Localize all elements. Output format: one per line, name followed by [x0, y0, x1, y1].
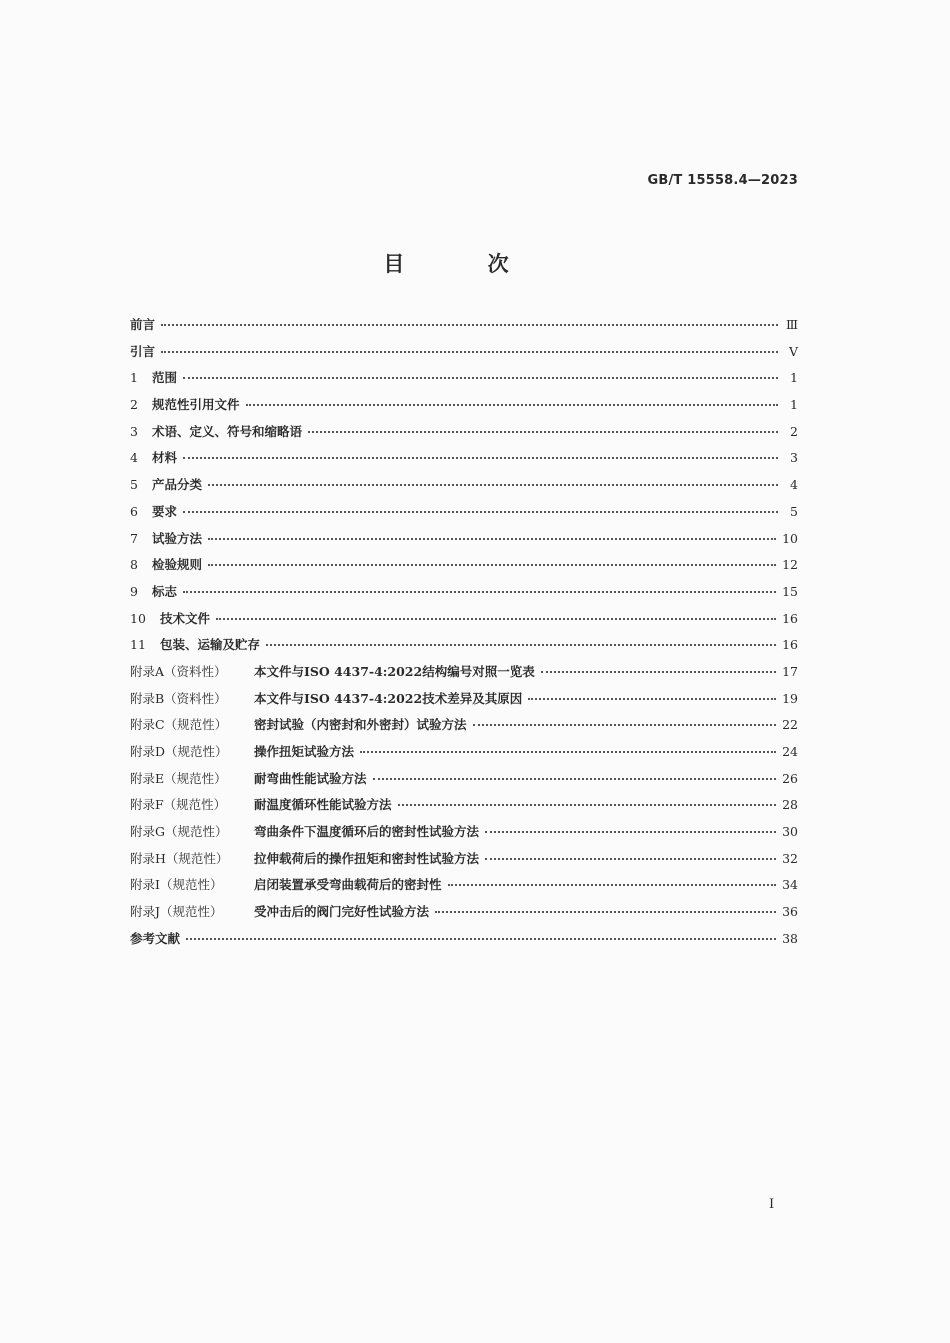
toc-entry-number: 8 [130, 557, 138, 573]
toc-entry-title: 包装、运输及贮存 [160, 637, 261, 653]
toc-entry-number: 5 [130, 477, 138, 493]
toc-entry[interactable] [130, 475, 798, 502]
page-number: Ⅰ [769, 1197, 775, 1212]
toc-title: 目 次 [383, 252, 547, 276]
toc-entry-label [130, 795, 392, 813]
standard-code: GB/T 15558.4—2023 [647, 173, 798, 188]
dot-leader [398, 803, 777, 806]
toc-entry-page: 10 [782, 530, 798, 546]
dot-leader [208, 563, 776, 566]
toc-entry[interactable] [130, 849, 798, 876]
toc-entry-label [130, 662, 535, 680]
dot-leader [216, 617, 776, 620]
toc-entry-title: 本文件与ISO 4437-4:2022结构编号对照一览表 [254, 663, 535, 679]
toc-entry-label [130, 689, 522, 707]
toc-entry-title: 试验方法 [152, 530, 203, 546]
toc-entry-title: 密封试验（内密封和外密封）试验方法 [254, 717, 467, 733]
toc-entry-page: 3 [790, 450, 798, 466]
toc-entry[interactable] [130, 929, 798, 956]
dot-leader [208, 483, 778, 486]
toc-entry-title: 操作扭矩试验方法 [254, 744, 355, 759]
toc-entry-label [130, 635, 260, 653]
toc-entry-number: 附录A（资料性） [130, 663, 227, 679]
toc-entry-label [130, 849, 479, 867]
toc-entry[interactable] [130, 395, 798, 422]
toc-entry[interactable] [130, 822, 798, 849]
toc-entry-label [130, 715, 467, 733]
toc-entry[interactable] [130, 368, 798, 395]
toc-entry-label [130, 929, 180, 947]
dot-leader [541, 670, 776, 673]
dot-leader [183, 456, 778, 459]
dot-leader [208, 537, 776, 540]
toc-entry-title: 材料 [152, 450, 178, 466]
toc-entry-label [130, 742, 354, 760]
toc-entry-title: 引言 [130, 343, 156, 359]
toc-entry[interactable] [130, 609, 798, 636]
toc-entry-label [130, 342, 155, 360]
toc-entry-page: 30 [782, 824, 798, 840]
toc-entry-title: 检验规则 [152, 557, 203, 573]
toc-entry-page: 24 [782, 744, 798, 759]
toc-entry-page: 36 [782, 904, 798, 920]
toc-entry-number: 9 [130, 583, 138, 599]
toc-entry-label [130, 368, 177, 386]
dot-leader [183, 590, 776, 593]
dot-leader [473, 723, 777, 726]
toc-entry-label [130, 609, 210, 627]
toc-entry-label [130, 502, 177, 520]
toc-entry-page: 22 [782, 717, 798, 733]
toc-entry[interactable] [130, 342, 798, 369]
toc-entry-page: 28 [782, 797, 798, 813]
toc-entry-label [130, 875, 442, 893]
toc-entry[interactable] [130, 422, 798, 449]
toc-entry-title: 受冲击后的阀门完好性试验方法 [254, 904, 430, 920]
toc-entry-title: 技术文件 [160, 610, 211, 626]
dot-leader [360, 750, 776, 753]
toc-entry-page: 17 [782, 663, 798, 679]
dot-leader [485, 857, 776, 860]
toc-entry[interactable] [130, 689, 798, 716]
toc-entry-page: 16 [782, 637, 798, 653]
toc-entry[interactable] [130, 715, 798, 742]
toc-entry-page: Ⅲ [785, 317, 798, 332]
toc-entry-number: 11 [130, 637, 146, 653]
toc-entry-number: 1 [130, 370, 138, 386]
toc-entry-label [130, 448, 177, 466]
toc-entry-page: 34 [782, 877, 798, 893]
dot-leader [183, 376, 778, 379]
toc-entry-label [130, 822, 479, 840]
dot-leader [485, 830, 776, 833]
toc-entry[interactable] [130, 315, 798, 342]
dot-leader [308, 430, 778, 433]
toc-entry-page: 19 [782, 690, 798, 706]
toc-entry[interactable] [130, 448, 798, 475]
toc-entry-page: 1 [790, 370, 798, 386]
toc-entry[interactable] [130, 555, 798, 582]
toc-entry-number: 附录D（规范性） [130, 744, 228, 759]
toc-entry[interactable] [130, 635, 798, 662]
toc-entry-number: 附录F（规范性） [130, 797, 227, 813]
toc-entry-number: 附录J（规范性） [130, 904, 223, 920]
toc-entry-page: Ⅴ [788, 343, 798, 359]
toc-entry-number: 附录I（规范性） [130, 877, 223, 893]
toc-entry[interactable] [130, 662, 798, 689]
toc-entry-title: 参考文献 [130, 930, 181, 946]
dot-leader [528, 697, 776, 700]
toc-entry-label [130, 422, 302, 440]
toc-entry-page: 1 [790, 397, 798, 413]
toc-entry-number: 2 [130, 397, 138, 413]
toc-entry-title: 前言 [130, 317, 156, 332]
dot-leader [161, 323, 778, 326]
toc-entry[interactable] [130, 529, 798, 556]
toc-entry-label [130, 475, 202, 493]
toc-entry-label [130, 395, 240, 413]
toc-entry-page: 5 [790, 503, 798, 519]
toc-entry-page: 16 [782, 610, 798, 626]
toc-entry-number: 10 [130, 610, 146, 626]
toc-entry[interactable] [130, 582, 798, 609]
toc-entry-number: 7 [130, 530, 138, 546]
dot-leader [186, 937, 776, 940]
dot-leader [373, 777, 777, 780]
dot-leader [161, 350, 778, 353]
toc-entry-title: 耐弯曲性能试验方法 [254, 770, 367, 786]
dot-leader [435, 910, 776, 913]
dot-leader [448, 883, 777, 886]
toc-entry-title: 拉伸载荷后的操作扭矩和密封性试验方法 [254, 850, 480, 866]
toc-entry-page: 15 [782, 583, 798, 599]
toc-entry-label [130, 315, 155, 333]
toc-entry-page: 4 [790, 477, 798, 493]
toc-entry[interactable] [130, 742, 798, 769]
toc-entry-title: 启闭装置承受弯曲载荷后的密封性 [254, 877, 442, 893]
toc-entry-number: 附录H（规范性） [130, 850, 229, 866]
toc-entry-page: 12 [782, 557, 798, 573]
toc-entry-page: 2 [790, 423, 798, 439]
table-of-contents [130, 315, 798, 956]
toc-entry-number: 3 [130, 423, 138, 439]
toc-entry-title: 本文件与ISO 4437-4:2022技术差异及其原因 [254, 690, 523, 706]
toc-entry-title: 规范性引用文件 [152, 397, 240, 413]
toc-entry-label [130, 555, 202, 573]
toc-entry[interactable] [130, 769, 798, 796]
toc-entry[interactable] [130, 875, 798, 902]
toc-entry-label [130, 769, 367, 787]
toc-entry-title: 标志 [152, 583, 178, 599]
dot-leader [246, 403, 778, 406]
toc-entry-number: 6 [130, 503, 138, 519]
toc-entry-number: 4 [130, 450, 138, 466]
toc-entry-title: 要求 [152, 503, 178, 519]
dot-leader [183, 510, 778, 513]
toc-entry-title: 范围 [152, 370, 178, 386]
toc-entry-title: 弯曲条件下温度循环后的密封性试验方法 [254, 824, 480, 840]
toc-entry-page: 26 [782, 770, 798, 786]
dot-leader [266, 643, 776, 646]
toc-entry-page: 32 [782, 850, 798, 866]
toc-entry-title: 耐温度循环性能试验方法 [254, 797, 392, 813]
toc-entry-number: 附录C（规范性） [130, 717, 228, 733]
toc-entry[interactable] [130, 795, 798, 822]
toc-entry-number: 附录E（规范性） [130, 770, 227, 786]
toc-entry[interactable] [130, 502, 798, 529]
toc-entry-label [130, 902, 429, 920]
toc-entry-page: 38 [782, 930, 798, 946]
toc-entry-title: 产品分类 [152, 477, 203, 493]
toc-entry-title: 术语、定义、符号和缩略语 [152, 423, 303, 439]
toc-entry-number: 附录G（规范性） [130, 824, 228, 840]
toc-entry-number: 附录B（资料性） [130, 690, 227, 706]
toc-entry[interactable] [130, 902, 798, 929]
toc-entry-label [130, 582, 177, 600]
toc-entry-label [130, 529, 202, 547]
